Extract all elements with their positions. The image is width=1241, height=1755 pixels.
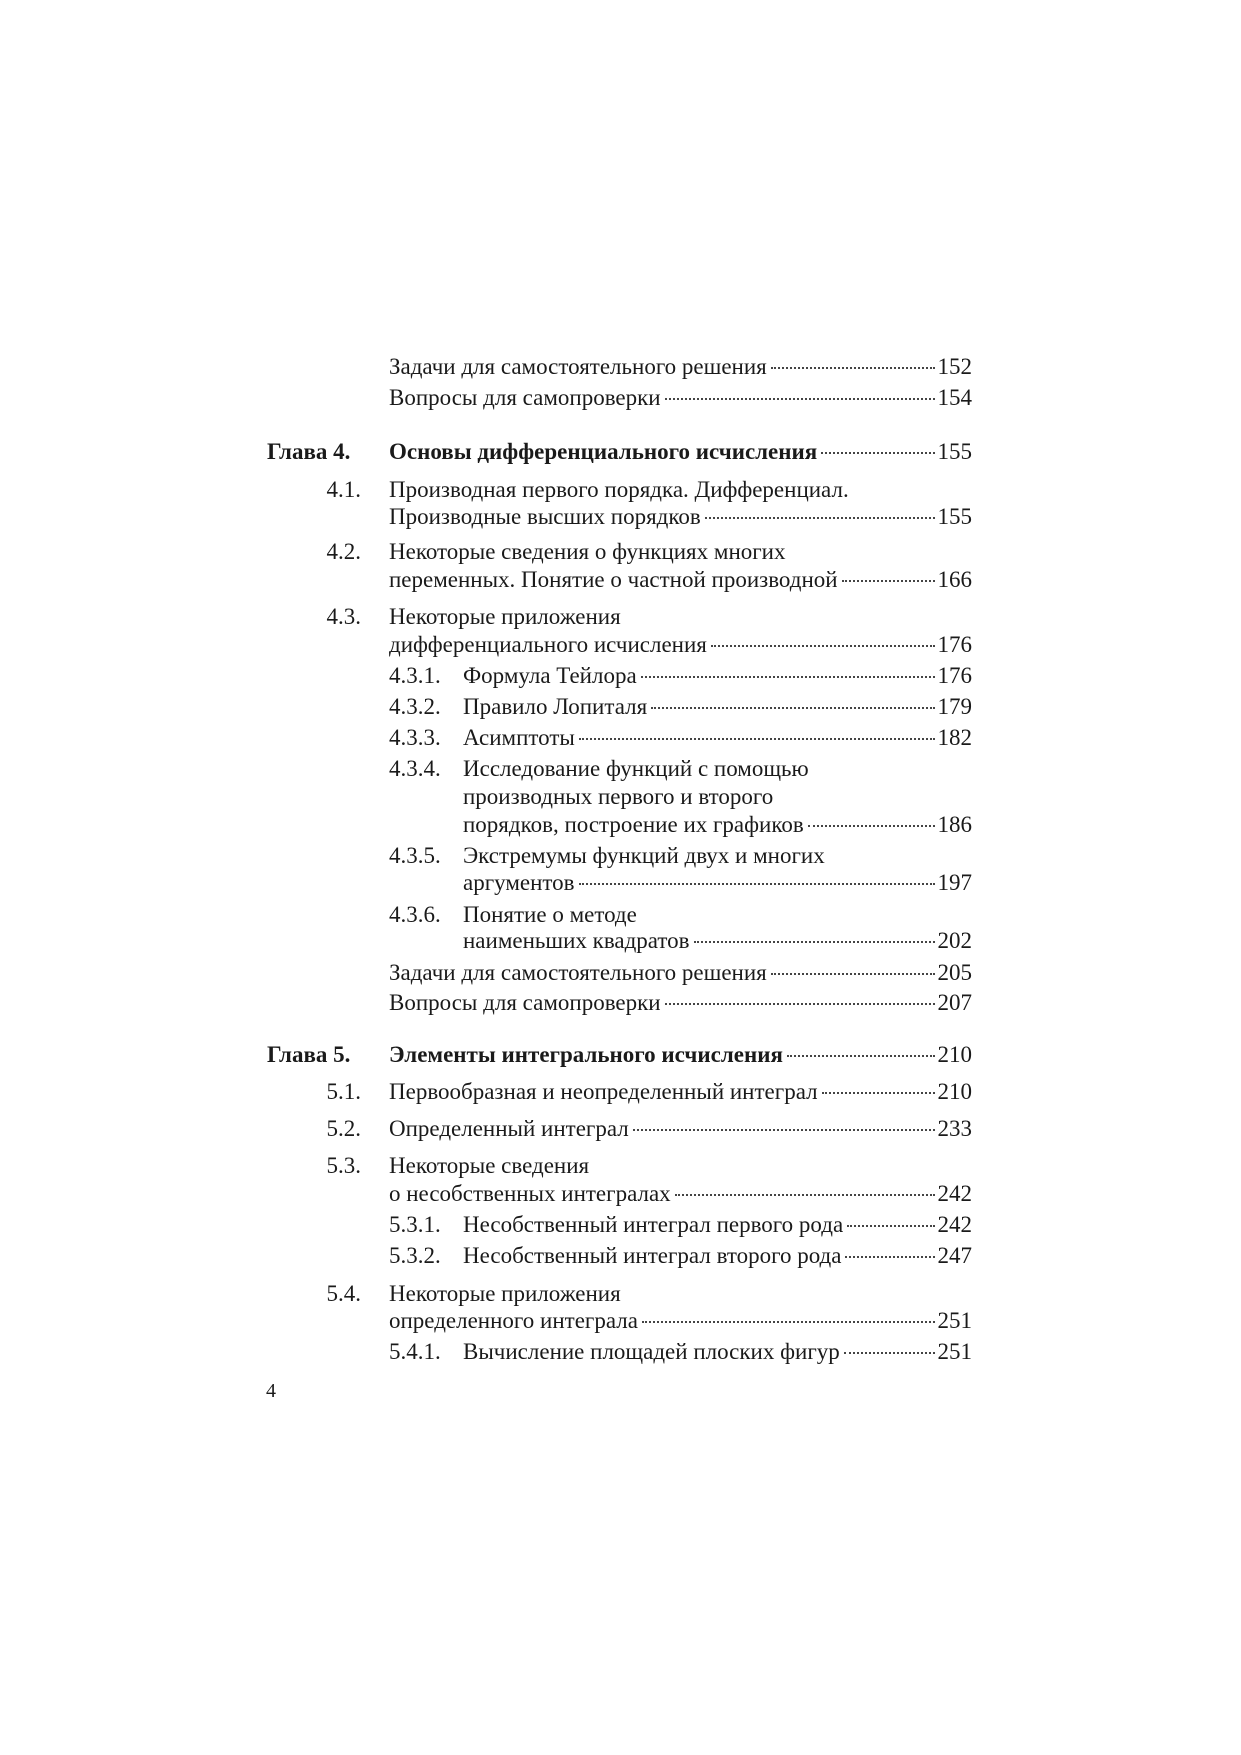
toc-entry-title[interactable]: Вопросы для самопроверки	[389, 385, 661, 410]
dot-leader	[694, 941, 935, 943]
section-number: 4.1.	[326, 477, 361, 502]
toc-entry-title[interactable]: Производная первого порядка. Дифференциал.	[389, 477, 849, 502]
dot-leader	[844, 1352, 935, 1354]
toc-entry-line	[463, 842, 825, 870]
dot-leader	[579, 738, 935, 740]
toc-entry-title[interactable]: Исследование функций с помощью	[463, 756, 809, 781]
dot-leader	[822, 1092, 935, 1094]
section-number: 4.3.5.	[389, 843, 441, 868]
toc-page-number[interactable]: 176	[937, 663, 972, 688]
section-number: 4.3.6.	[389, 902, 441, 927]
dot-leader	[651, 707, 934, 709]
dot-leader	[771, 973, 935, 975]
dot-leader	[787, 1055, 935, 1057]
toc-entry-line	[463, 869, 972, 897]
toc-entry-line	[389, 566, 972, 594]
toc-entry-line	[389, 1152, 589, 1180]
toc-entry-title[interactable]: Несобственный интеграл второго рода	[463, 1243, 842, 1268]
toc-entry-title[interactable]: Формула Тейлора	[463, 663, 637, 688]
toc-entry-line	[389, 476, 849, 504]
toc-page-number[interactable]: 202	[937, 928, 972, 953]
toc-entry-line	[389, 353, 972, 381]
dot-leader	[842, 580, 935, 582]
toc-entry-line	[389, 631, 972, 659]
toc-entry-line	[389, 1078, 972, 1106]
toc-page-number[interactable]: 152	[937, 354, 972, 379]
toc-page-number[interactable]: 155	[937, 504, 972, 529]
section-number: 5.3.	[326, 1153, 361, 1178]
toc-page-number[interactable]: 210	[937, 1079, 972, 1104]
toc-entry-line	[389, 503, 972, 531]
dot-leader	[808, 825, 935, 827]
toc-entry-title[interactable]: наименьших квадратов	[463, 928, 690, 953]
toc-page-number[interactable]: 182	[937, 725, 972, 750]
toc-entry-line	[463, 811, 972, 839]
toc-entry-line	[389, 384, 972, 412]
toc-page-number[interactable]: 179	[937, 694, 972, 719]
toc-page-number[interactable]: 176	[937, 632, 972, 657]
section-number: 5.3.2.	[389, 1243, 441, 1268]
toc-page-number[interactable]: 242	[937, 1212, 972, 1237]
toc-entry-line	[389, 1041, 972, 1069]
toc-entry-title[interactable]: Понятие о методе	[463, 902, 637, 927]
toc-page-number[interactable]: 251	[937, 1339, 972, 1364]
toc-page-number[interactable]: 247	[937, 1243, 972, 1268]
toc-entry-title[interactable]: Экстремумы функций двух и многих	[463, 843, 825, 868]
toc-entry-line	[389, 1180, 972, 1208]
dot-leader	[642, 1321, 935, 1323]
toc-entry-title[interactable]: аргументов	[463, 870, 575, 895]
toc-entry-line	[389, 538, 786, 566]
dot-leader	[675, 1194, 935, 1196]
toc-entry-line	[463, 693, 972, 721]
toc-page-number[interactable]: 207	[937, 990, 972, 1015]
dot-leader	[847, 1225, 934, 1227]
toc-page-number[interactable]: 251	[937, 1308, 972, 1333]
toc-entry-line	[463, 724, 972, 752]
toc-entry-title[interactable]: Производные высших порядков	[389, 504, 701, 529]
toc-entry-title[interactable]: Вычисление площадей плоских фигур	[463, 1339, 840, 1364]
section-number: 4.3.1.	[389, 663, 441, 688]
section-number: 4.2.	[326, 539, 361, 564]
dot-leader	[665, 398, 935, 400]
dot-leader	[665, 1003, 935, 1005]
toc-entry-line	[389, 1307, 972, 1335]
toc-entry-title[interactable]: Некоторые приложения	[389, 604, 621, 629]
toc-entry-title[interactable]: о несобственных интегралах	[389, 1181, 671, 1206]
section-number: 5.3.1.	[389, 1212, 441, 1237]
toc-entry-line	[389, 603, 621, 631]
toc-entry-line	[389, 959, 972, 987]
toc-entry-title[interactable]: Определенный интеграл	[389, 1116, 629, 1141]
chapter-label: Глава 4.	[267, 439, 351, 464]
section-number: 4.3.2.	[389, 694, 441, 719]
section-number: 5.2.	[326, 1116, 361, 1141]
toc-entry-line	[389, 1280, 621, 1308]
toc-entry-title[interactable]: Асимптоты	[463, 725, 575, 750]
toc-entry-title[interactable]: Основы дифференциального исчисления	[389, 439, 818, 464]
toc-entry-title[interactable]: Элементы интегрального исчисления	[389, 1042, 783, 1067]
toc-entry-line	[463, 783, 773, 811]
toc-entry-title[interactable]: Несобственный интеграл первого рода	[463, 1212, 844, 1237]
section-number: 5.1.	[326, 1079, 361, 1104]
dot-leader	[641, 676, 935, 678]
dot-leader	[771, 367, 935, 369]
toc-entry-line	[389, 438, 972, 466]
toc-page-number[interactable]: 210	[937, 1042, 972, 1067]
toc-page-number[interactable]: 205	[937, 960, 972, 985]
toc-entry-line	[463, 755, 809, 783]
page-number: 4	[266, 1380, 276, 1402]
toc-entry-title[interactable]: дифференциального исчисления	[389, 632, 707, 657]
toc-entry-title[interactable]: Задачи для самостоятельного решения	[389, 354, 767, 379]
section-number: 4.3.4.	[389, 756, 441, 781]
toc-entry-title[interactable]: Правило Лопиталя	[463, 694, 648, 719]
section-number: 5.4.1.	[389, 1339, 441, 1364]
toc-entry-title[interactable]: порядков, построение их графиков	[463, 812, 804, 837]
toc-entry-title[interactable]: производных первого и второго	[463, 784, 774, 809]
section-number: 4.3.	[326, 604, 361, 629]
section-number: 4.3.3.	[389, 725, 441, 750]
toc-entry-title[interactable]: определенного интеграла	[389, 1308, 638, 1333]
toc-entry-title[interactable]: Некоторые сведения	[389, 1153, 590, 1178]
toc-entry-line	[463, 662, 972, 690]
toc-page-number[interactable]: 197	[937, 870, 972, 895]
dot-leader	[579, 883, 935, 885]
chapter-label: Глава 5.	[267, 1042, 351, 1067]
toc-entry-line	[463, 901, 637, 929]
toc-page-number[interactable]: 242	[937, 1181, 972, 1206]
toc-page-number[interactable]: 166	[937, 567, 972, 592]
dot-leader	[633, 1129, 935, 1131]
section-number: 5.4.	[326, 1281, 361, 1306]
dot-leader	[711, 645, 935, 647]
dot-leader	[845, 1256, 934, 1258]
toc-entry-title[interactable]: Некоторые приложения	[389, 1281, 621, 1306]
toc-entry-title[interactable]: Некоторые сведения о функциях многих	[389, 539, 786, 564]
toc-entry-title[interactable]: переменных. Понятие о частной производной	[389, 567, 838, 592]
toc-entry-line	[463, 1338, 972, 1366]
toc-entry-title[interactable]: Вопросы для самопроверки	[389, 990, 661, 1015]
dot-leader	[821, 452, 934, 454]
toc-entry-line	[389, 989, 972, 1017]
toc-page-number[interactable]: 154	[937, 385, 972, 410]
toc-entry-title[interactable]: Задачи для самостоятельного решения	[389, 960, 767, 985]
toc-page-number[interactable]: 233	[937, 1116, 972, 1141]
toc-entry-line	[463, 1211, 972, 1239]
toc-entry-title[interactable]: Первообразная и неопределенный интеграл	[389, 1079, 818, 1104]
dot-leader	[705, 517, 935, 519]
toc-entry-line	[463, 927, 972, 955]
toc-entry-line	[389, 1115, 972, 1143]
toc-page-number[interactable]: 186	[937, 812, 972, 837]
toc-entry-line	[463, 1242, 972, 1270]
toc-page-number[interactable]: 155	[937, 439, 972, 464]
